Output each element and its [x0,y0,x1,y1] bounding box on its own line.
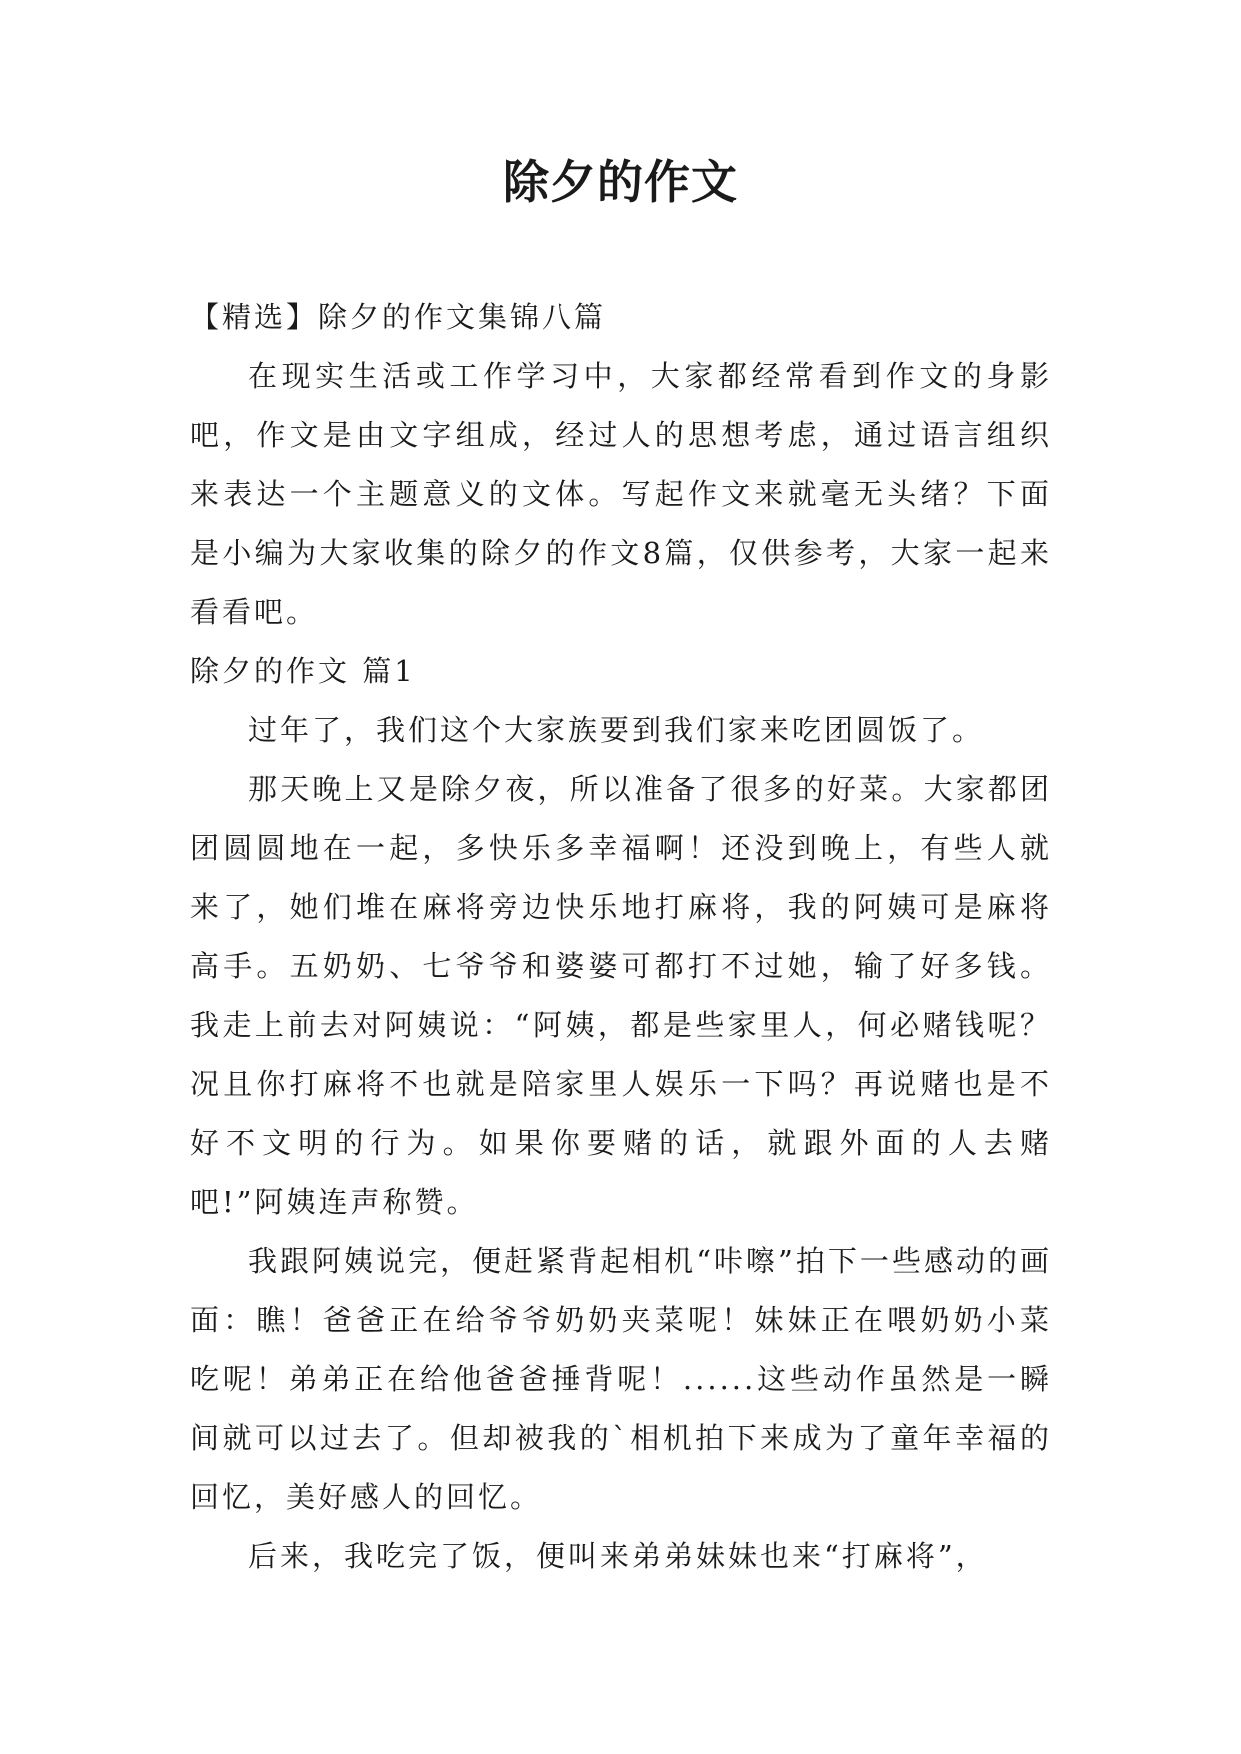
section-heading: 除夕的作文 篇1 [190,654,416,688]
body-paragraph: 那天晚上又是除夕夜，所以准备了很多的好菜。大家都团团圆圆地在一起，多快乐多幸福啊！还没到晚上，有些人就来了，她们堆在麻将旁边快乐地打麻将，我的阿姨可是麻将高手。五奶奶、七爷爷和婆婆可都打不过她，输了好多钱。我走上前去对阿姨说：“阿姨，都是些家里人，何必赌钱呢？况且你打麻将不也就是陪家里人娱乐一下吗？再说赌也是不好不文明的行为。如果你要赌的话，就跟外面的人去赌吧!”阿姨连声称赞。 [190,772,1052,1219]
document-body [190,288,1052,1586]
body-paragraph: 我跟阿姨说完，便赶紧背起相机“咔嚓”拍下一些感动的画面：瞧！爸爸正在给爷爷奶奶夹菜呢！妹妹正在喂奶奶小菜吃呢！弟弟正在给他爸爸捶背呢！......这些动作虽然是一瞬间就可以过去了。但却被我的`相机拍下来成为了童年幸福的回忆，美好感人的回忆。 [190,1244,1052,1514]
document-title: 除夕的作文 [503,155,738,209]
body-paragraph: 后来，我吃完了饭，便叫来弟弟妹妹也来“打麻将”， [248,1539,988,1573]
intro-paragraph: 在现实生活或工作学习中，大家都经常看到作文的身影吧，作文是由文字组成，经过人的思想考虑，通过语言组织来表达一个主题意义的文体。写起作文来就毫无头绪？下面是小编为大家收集的除夕的作文8篇，仅供参考，大家一起来看看吧。 [190,359,1052,629]
subtitle-paragraph: 【精选】除夕的作文集锦八篇 [190,300,607,334]
body-paragraph: 过年了，我们这个大家族要到我们家来吃团圆饭了。 [248,713,985,747]
